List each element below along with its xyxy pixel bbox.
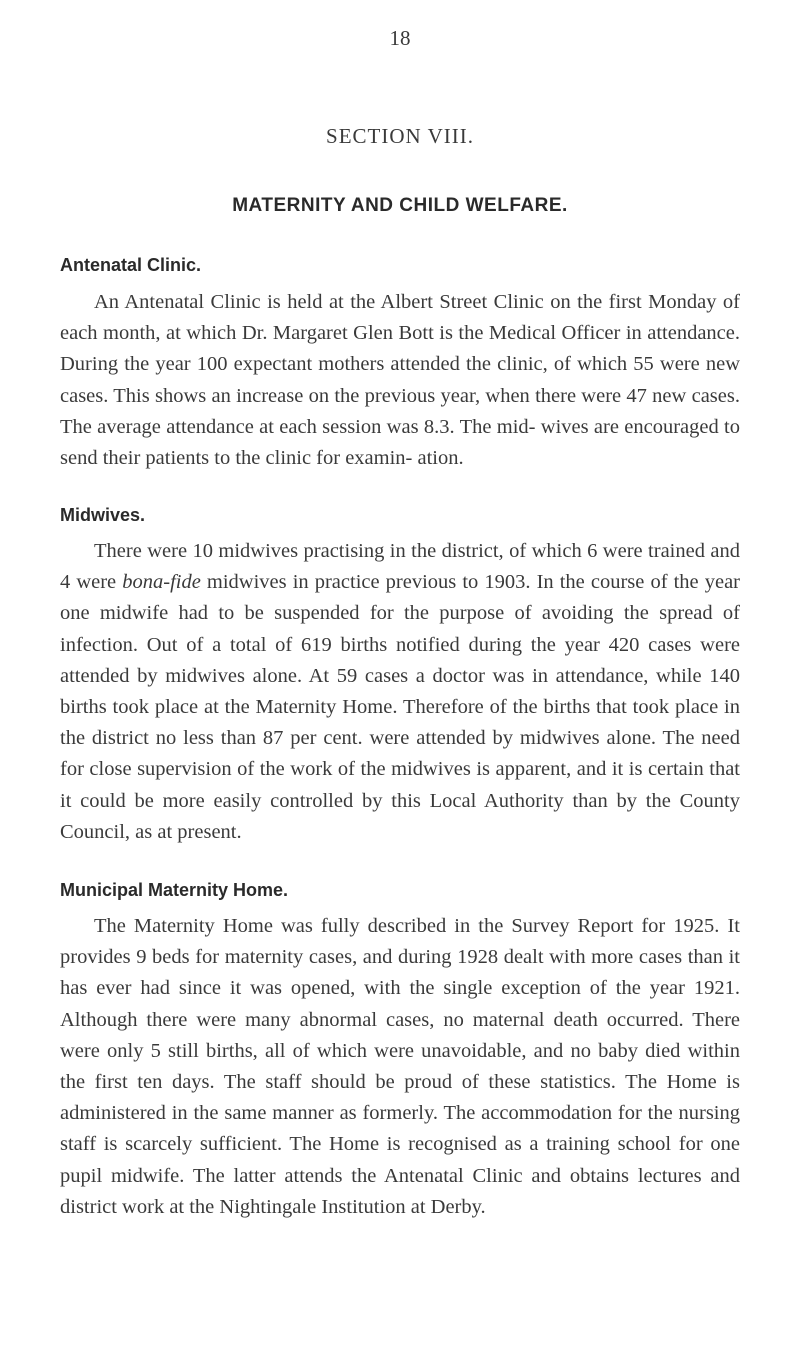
main-heading: MATERNITY AND CHILD WELFARE.: [232, 195, 568, 216]
antenatal-clinic-paragraph: An Antenatal Clinic is held at the Albert Street Clinic on the first Monday of each month, at which Dr. Margaret Glen Bott is the Medical Officer in attendance. During the year 100 expectant mothers attended the clinic, of which 55 were new cases. This shows an increase on the previous year, when there were 47 new cases. The average attendance at each session was 8.3. The mid- wives are encouraged to send their patients to the clinic for examin- ation.: [60, 291, 740, 470]
midwives-text-part-1: There were 10 midwives practising in the district, of which 6 were trained and 4 were: [60, 540, 740, 594]
midwives-paragraph: [60, 536, 740, 848]
maternity-home-heading: Municipal Maternity Home.: [60, 880, 289, 900]
section-title: SECTION VIII.: [326, 124, 474, 148]
midwives-text-part-2: midwives in practice previous to 1903. In the course of the year one midwife had to be suspended for the purpose of avoiding the spread of infection. Out of a total of 619 births notified during the year 420 cases were attended by midwives alone. At 59 cases a doctor was in attendance, while 140 births took place at the Maternity Home. Therefore of the births that took place in the district no less than 87 per cent. were attended by midwives alone. The need for close supervision of the work of the midwives is apparent, and it is certain that it could be more easily controlled by this Local Authority than by the County Council, as at present.: [60, 571, 740, 843]
midwives-text-italic: bona-fide: [122, 571, 201, 594]
maternity-home-paragraph: The Maternity Home was fully described in the Survey Report for 1925. It provides 9 beds for maternity cases, and during 1928 dealt with more cases than it has ever had since it was opened, with the single exception of the year 1921. Although there were many abnormal cases, no maternal death occurred. There were only 5 still births, all of which were unavoidable, and no baby died within the first ten days. The staff should be proud of these statistics. The Home is administered in the same manner as formerly. The accommodation for the nursing staff is scarcely sufficient. The Home is recognised as a training school for one pupil midwife. The latter attends the Antenatal Clinic and obtains lectures and district work at the Nightingale Institution at Derby.: [60, 915, 740, 1218]
midwives-heading: Midwives.: [60, 505, 146, 525]
antenatal-clinic-heading: Antenatal Clinic.: [60, 255, 202, 275]
page-number: 18: [389, 26, 411, 50]
